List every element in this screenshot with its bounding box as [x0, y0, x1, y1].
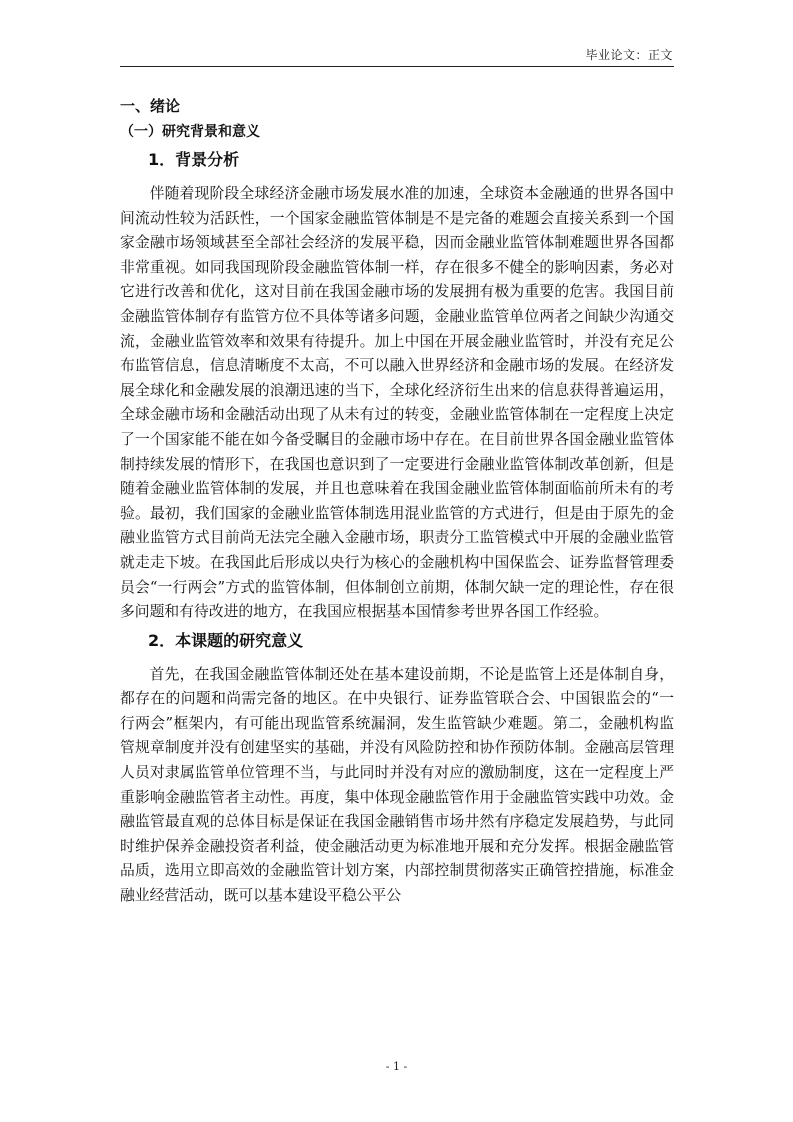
paragraph-significance: 首先，在我国金融监管体制还处在基本建设前期，不论是监管上还是体制自身，都存在的问题和尚需完备的地区。在中央银行、证券监管联合会、中国银监会的“一行两会”框架内，有可能出现监管系统漏洞，发生监管缺少难题。第二，金融机构监管规章制度并没有创建坚实的基础，并没有风险防控和协作预防体制。金融高层管理人员对隶属监管单位管理不当，与此同时并没有对应的激励制度，这在一定程度上严重影响金融监管者主动性。再度，集中体现金融监管作用于金融监管实践中功效。金融监管最直观的总体目标是保证在我国金融销售市场井然有序稳定发展趋势，与此同时维护保养金融投资者利益，使金融活动更为标准地开展和充分发挥。根据金融监管品质，选用立即高效的金融监管计划方案，内部控制贯彻落实正确管控措施，标准金融业经营活动，既可以基本建设平稳公平公	[120, 665, 674, 905]
paragraph-background: 伴随着现阶段全球经济金融市场发展水准的加速，全球资本金融通的世界各国中间流动性较为活跃性，一个国家金融监管体制是不是完备的难题会直接关系到一个国家金融市场领域甚至全部社会经济的发展平稳，因而金融业监管体制难题世界各国都非常重视。如同我国现阶段金融监管体制一样，存在很多不健全的影响因素，务必对它进行改善和优化，这对目前在我国金融市场的发展拥有极为重要的危害。我国目前金融监管体制存有监管方位不具体等诸多问题，金融业监管单位两者之间缺少沟通交流，金融业监管效率和效果有待提升。加上中国在开展金融业监管时，并没有充足公布监管信息，信息清晰度不太高，不可以融入世界经济和金融市场的发展。在经济发展全球化和金融发展的浪潮迅速的当下，全球化经济衍生出来的信息获得普遍运用，全球金融市场和金融活动出现了从未有过的转变，金融业监管体制在一定程度上决定了一个国家能不能在如今备受瞩目的金融市场中存在。在目前世界各国金融业监管体制持续发展的情形下，在我国也意识到了一定要进行金融业监管体制改革创新，但是随着金融业监管体制的发展，并且也意味着在我国金融业监管体制面临前所未有的考验。最初，我们国家的金融业监管体制选用混业监管的方式进行，但是由于原先的金融业监管方式目前尚无法完全融入金融市场，职责分工监管模式中开展的金融业监管就走走下坡。在我国此后形成以央行为核心的金融机构中国保监会、证券监督管理委员会“一行两会”方式的监管体制，但体制创立前期，体制欠缺一定的理论性，存在很多问题和有待改进的地方，在我国应根据基本国情参考世界各国工作经验。	[120, 185, 674, 621]
page-number: - 1 -	[385, 1060, 408, 1073]
running-header: 毕业论文：正文	[585, 48, 673, 62]
chapter-title: 一、绪论	[120, 97, 181, 115]
subsection-title-background: 1．背景分析	[148, 150, 240, 169]
header-divider	[120, 66, 674, 67]
subsection-title-significance: 2．本课题的研究意义	[148, 630, 304, 650]
page-body	[120, 92, 674, 909]
section-title: （一）研究背景和意义	[120, 124, 260, 140]
